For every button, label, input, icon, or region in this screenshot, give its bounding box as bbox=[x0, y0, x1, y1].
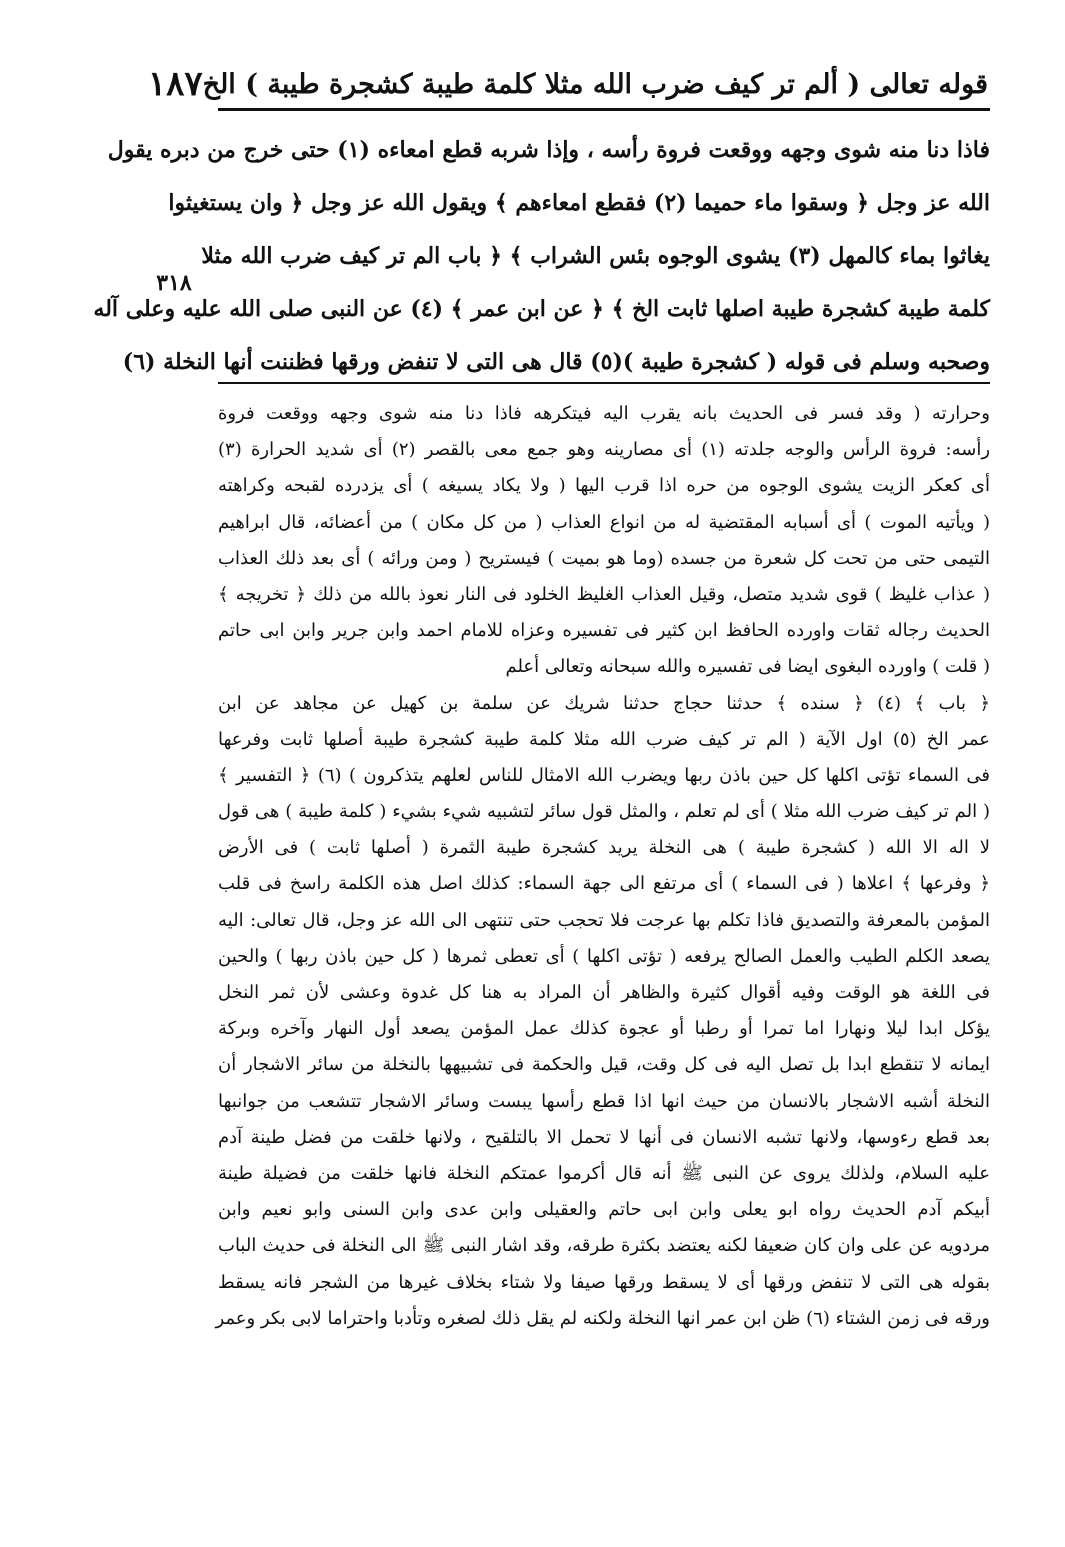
commentary-line: ﴿ وفرعها ﴾ اعلاها ( فى السماء ) أى مرتفع الى جهة السماء: كذلك اصل هذه الكلمة راسخ فى قلب bbox=[218, 873, 990, 895]
commentary-line: التيمى حتى من تحت كل شعرة من جسده (وما هو بميت ) فيستريح ( ومن ورائه ) أى بعد ذلك العذاب bbox=[218, 547, 990, 569]
commentary-line: بقوله هى التى لا تنفض ورقها أى لا يسقط ورقها صيفا ولا شتاء بخلاف غيرها من الشجر فانه يسقط bbox=[218, 1271, 990, 1293]
commentary-line: يصعد الكلم الطيب والعمل الصالح يرفعه ( تؤتى اكلها ) أى تعطى ثمرها ( كل حين باذن ربها ) والحين bbox=[218, 945, 990, 967]
commentary-line: المؤمن بالمعرفة والتصديق فاذا تكلم بها عرجت فلا تحجب حتى تنتهى الى الله عز وجل، قال تعالى: اليه bbox=[218, 909, 990, 931]
header-divider bbox=[218, 108, 990, 111]
commentary-line: فى السماء تؤتى اكلها كل حين باذن ربها ويضرب الله الامثال للناس لعلهم يتذكرون ) (٦) ﴿ التفسير ﴾ bbox=[218, 764, 990, 786]
commentary-line: ﴿ باب ﴾ (٤) ﴿ سنده ﴾ حدثنا حجاج حدثنا شريك عن سلمة بن كهيل عن مجاهد عن ابن bbox=[218, 692, 990, 714]
commentary-line: ( ويأتيه الموت ) أى أسبابه المقتضية له من انواع العذاب ( من كل مكان ) من أعضائه، قال ابراهيم bbox=[218, 511, 990, 533]
main-text-line: وصحبه وسلم فى قوله ( كشجرة طيبة )(٥) قال هى التى لا تنفض ورقها فظننت أنها النخلة (٦) bbox=[122, 349, 990, 375]
commentary-line: وحرارته ( وقد فسر فى الحديث بانه يقرب اليه فيتكرهه فاذا دنا منه شوى وجهه ووقعت فروة bbox=[218, 403, 990, 424]
commentary-line: ( عذاب غليظ ) قوى شديد متصل، وقيل العذاب الغليظ الخلود فى النار نعوذ بالله من ذلك ﴿ تخريجه ﴾ bbox=[218, 583, 990, 605]
commentary-line: ( قلت ) واورده البغوى ايضا فى تفسيره والله سبحانه وتعالى أعلم bbox=[505, 656, 990, 678]
commentary-line: ايمانه لا تنقطع ابدا بل تصل اليه فى كل وقت، قيل والحكمة فى تشبيهها بالنخلة من سائر الاشجار أن bbox=[218, 1054, 990, 1076]
commentary-line: مردويه عن على وان كان ضعيفا لكنه يعتضد بكثرة طرقه، وقد اشار النبى ﷺ الى النخلة فى حديث الباب bbox=[218, 1235, 990, 1257]
commentary-line: عمر الخ (٥) اول الآية ( الم تر كيف ضرب الله مثلا كلمة طيبة كشجرة طيبة أصلها ثابت وفرعها bbox=[218, 728, 990, 750]
page-number: ١٨٧ bbox=[147, 64, 203, 104]
commentary-line: يؤكل ابدا ليلا ونهارا اما تمرا أو رطبا أو عجوة كذلك عمل المؤمن يصعد أول النهار وآخره وبركة bbox=[218, 1018, 990, 1040]
commentary-line: فى اللغة هو الوقت وفيه أقوال كثيرة والظاهر أن المراد به هنا كل غدوة وعشى لأن ثمر النخل bbox=[218, 982, 990, 1003]
commentary-line: أبيكم آدم الحديث رواه ابو يعلى وابن ابى حاتم والعقيلى وابن عدى وابن السنى وابو نعيم وابن bbox=[218, 1199, 990, 1221]
commentary-line: لا اله الا الله ( كشجرة طيبة ) هى النخلة يريد كشجرة طيبة الثمرة ( أصلها ثابت ) فى الأرض bbox=[218, 837, 990, 859]
footnote-divider bbox=[218, 382, 990, 384]
commentary-line: أى كعكر الزيت يشوى الوجوه من حره اذا قرب اليها ( ولا يكاد يسيغه ) أى يزدرده لقبحه وكراهته bbox=[218, 475, 990, 497]
commentary-line: ورقه فى زمن الشتاء (٦) ظن ابن عمر انها النخلة ولكنه لم يقل ذلك لصغره وتأدبا واحتراما لابى بكر وعمر bbox=[215, 1307, 990, 1329]
commentary-line: بعد قطع رءوسها، ولانها تشبه الانسان فى أنها لا تحمل الا بالتلقيح ، ولانها خلقت من فضل طينة آدم bbox=[218, 1126, 990, 1148]
main-text-line: كلمة طيبة كشجرة طيبة اصلها ثابت الخ ﴾ ﴿ عن ابن عمر ﴾ (٤) عن النبى صلى الله عليه وعلى آله bbox=[93, 296, 990, 322]
commentary-text bbox=[215, 396, 991, 1337]
main-text-line: فاذا دنا منه شوى وجهه ووقعت فروة رأسه ، وإذا شربه قطع امعاءه (١) حتى خرج من دبره يقول bbox=[107, 137, 990, 163]
main-text-line: الله عز وجل ﴿ وسقوا ماء حميما (٢) فقطع امعاءهم ﴾ ويقول الله عز وجل ﴿ وان يستغيثوا bbox=[168, 190, 990, 216]
commentary-line: رأسه: فروة الرأس والوجه جلدته (١) أى مصارينه وهو جمع معى بالقصر (٢) أى شديد الحرارة (٣) bbox=[218, 439, 991, 461]
commentary-line: الحديث رجاله ثقات واورده الحافظ ابن كثير فى تفسيره وعزاه للامام احمد وابن جرير وابن ابى حاتم bbox=[218, 620, 990, 642]
running-title: قوله تعالى ( ألم تر كيف ضرب الله مثلا كلمة طيبة كشجرة طيبة ) الخ bbox=[202, 68, 988, 100]
margin-hadith-number: ٣١٨ bbox=[156, 270, 192, 296]
commentary-line: النخلة أشبه الاشجار بالانسان من حيث انها اذا قطع رأسها يبست وسائر الاشجار تتشعب من جوانبها bbox=[218, 1090, 990, 1112]
commentary-line: ( الم تر كيف ضرب الله مثلا ) أى لم تعلم ، والمثل قول سائر لتشبيه شيء بشيء ( كلمة طيبة ) هى قول bbox=[218, 801, 990, 823]
page-header bbox=[147, 58, 988, 110]
main-text-line: يغاثوا بماء كالمهل (٣) يشوى الوجوه بئس الشراب ﴾ ﴿ باب الم تر كيف ضرب الله مثلا bbox=[201, 243, 990, 269]
commentary-line: عليه السلام، ولذلك يروى عن النبى ﷺ أنه قال أكرموا عمتكم النخلة فانها خلقت من فضيلة طينة bbox=[218, 1162, 990, 1184]
